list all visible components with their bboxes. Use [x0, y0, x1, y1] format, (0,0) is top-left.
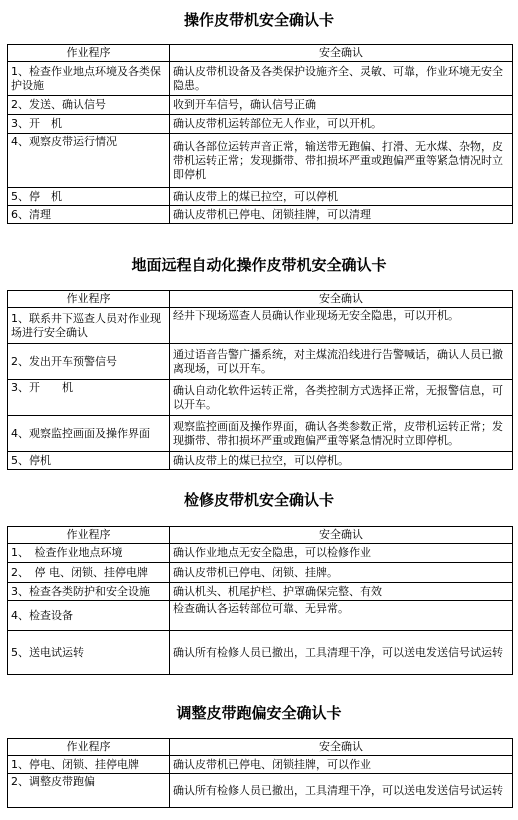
card-table-remote — [7, 290, 513, 470]
step-cell: 3、检查各类防护和安全设施 — [8, 583, 170, 601]
confirm-cell: 确认皮带机已停电、闭锁挂牌，可以清理 — [170, 206, 513, 224]
card-title-maintenance: 检修皮带机安全确认卡 — [183, 491, 334, 509]
table-row — [8, 115, 513, 134]
confirm-cell: 确认皮带机设备及各类保护设施齐全、灵敏、可靠，作业环境无安全隐患。 — [170, 62, 513, 96]
table-row — [8, 344, 513, 380]
step-cell: 6、清理 — [8, 206, 170, 224]
table-row — [8, 206, 513, 224]
table-header-row — [8, 527, 513, 544]
confirm-cell: 确认所有检修人员已撤出，工具清理干净，可以送电发送信号试运转 — [170, 774, 513, 808]
confirm-cell: 通过语音告警广播系统，对主煤流沿线进行告警喊话，确认人员已撤离现场，可以开车。 — [170, 344, 513, 380]
header-procedure: 作业程序 — [8, 527, 170, 544]
step-cell: 2、发送、确认信号 — [8, 96, 170, 115]
table-row — [8, 452, 513, 470]
table-row — [8, 380, 513, 416]
table-row — [8, 756, 513, 774]
step-cell: 2、调整皮带跑偏 — [8, 774, 170, 808]
confirm-cell: 收到开车信号，确认信号正确 — [170, 96, 513, 115]
step-cell: 1、停电、闭锁、挂停电牌 — [8, 756, 170, 774]
step-cell: 4、检查设备 — [8, 601, 170, 631]
confirm-cell: 确认皮带机已停电、闭锁挂牌，可以作业 — [170, 756, 513, 774]
table-row — [8, 62, 513, 96]
confirm-cell: 经井下现场巡查人员确认作业现场无安全隐患，可以开机。 — [170, 308, 513, 344]
table-row — [8, 774, 513, 808]
step-cell: 5、停机 — [8, 452, 170, 470]
table-row — [8, 134, 513, 188]
header-confirm: 安全确认 — [170, 45, 513, 62]
table-row — [8, 416, 513, 452]
table-row — [8, 601, 513, 631]
step-cell: 4、观察皮带运行情况 — [8, 134, 170, 188]
table-row — [8, 96, 513, 115]
confirm-cell: 确认自动化软件运转正常，各类控制方式选择正常，无报警信息，可以开车。 — [170, 380, 513, 416]
step-cell: 5、停 机 — [8, 188, 170, 206]
header-confirm: 安全确认 — [170, 527, 513, 544]
step-cell: 4、观察监控画面及操作界面 — [8, 416, 170, 452]
card-table-deviation — [7, 738, 513, 808]
step-cell: 2、发出开车预警信号 — [8, 344, 170, 380]
table-row — [8, 308, 513, 344]
step-cell: 3、开 机 — [8, 380, 170, 416]
table-row — [8, 631, 513, 675]
table-row — [8, 583, 513, 601]
confirm-cell: 检查确认各运转部位可靠、无异常。 — [170, 601, 513, 631]
card-title-remote: 地面远程自动化操作皮带机安全确认卡 — [131, 256, 387, 274]
step-cell: 1、联系井下巡查人员对作业现场进行安全确认 — [8, 308, 170, 344]
step-cell: 3、开 机 — [8, 115, 170, 134]
confirm-cell: 确认皮带上的煤已拉空，可以停机。 — [170, 452, 513, 470]
confirm-cell: 确认皮带机已停电、闭锁、挂牌。 — [170, 563, 513, 583]
confirm-cell: 观察监控画面及操作界面，确认各类参数正常，皮带机运转正常；发现撕带、带扣损坏严重或跑偏严重等紧急情况时立即停机。 — [170, 416, 513, 452]
step-cell: 1、 检查作业地点环境 — [8, 544, 170, 563]
card-table-operate — [7, 44, 513, 224]
table-row — [8, 563, 513, 583]
table-header-row — [8, 739, 513, 756]
header-confirm: 安全确认 — [170, 739, 513, 756]
confirm-cell: 确认各部位运转声音正常，输送带无跑偏、打滑、无水煤、杂物，皮带机运转正常；发现撕带、带扣损坏严重或跑偏严重等紧急情况时立即停机 — [170, 134, 513, 188]
confirm-cell: 确认作业地点无安全隐患，可以检修作业 — [170, 544, 513, 563]
header-procedure: 作业程序 — [8, 739, 170, 756]
card-table-maintenance — [7, 526, 513, 675]
table-row — [8, 188, 513, 206]
step-cell: 5、送电试运转 — [8, 631, 170, 675]
confirm-cell: 确认皮带上的煤已拉空，可以停机 — [170, 188, 513, 206]
header-confirm: 安全确认 — [170, 291, 513, 308]
table-header-row — [8, 45, 513, 62]
header-procedure: 作业程序 — [8, 45, 170, 62]
confirm-cell: 确认皮带机运转部位无人作业，可以开机。 — [170, 115, 513, 134]
confirm-cell: 确认所有检修人员已撤出，工具清理干净，可以送电发送信号试运转 — [170, 631, 513, 675]
header-procedure: 作业程序 — [8, 291, 170, 308]
table-header-row — [8, 291, 513, 308]
table-row — [8, 544, 513, 563]
card-title-deviation: 调整皮带跑偏安全确认卡 — [176, 704, 342, 722]
step-cell: 1、检查作业地点环境及各类保护设施 — [8, 62, 170, 96]
step-cell: 2、 停 电、闭锁、挂停电牌 — [8, 563, 170, 583]
confirm-cell: 确认机头、机尾护栏、护罩确保完整、有效 — [170, 583, 513, 601]
card-title-operate: 操作皮带机安全确认卡 — [183, 11, 334, 29]
